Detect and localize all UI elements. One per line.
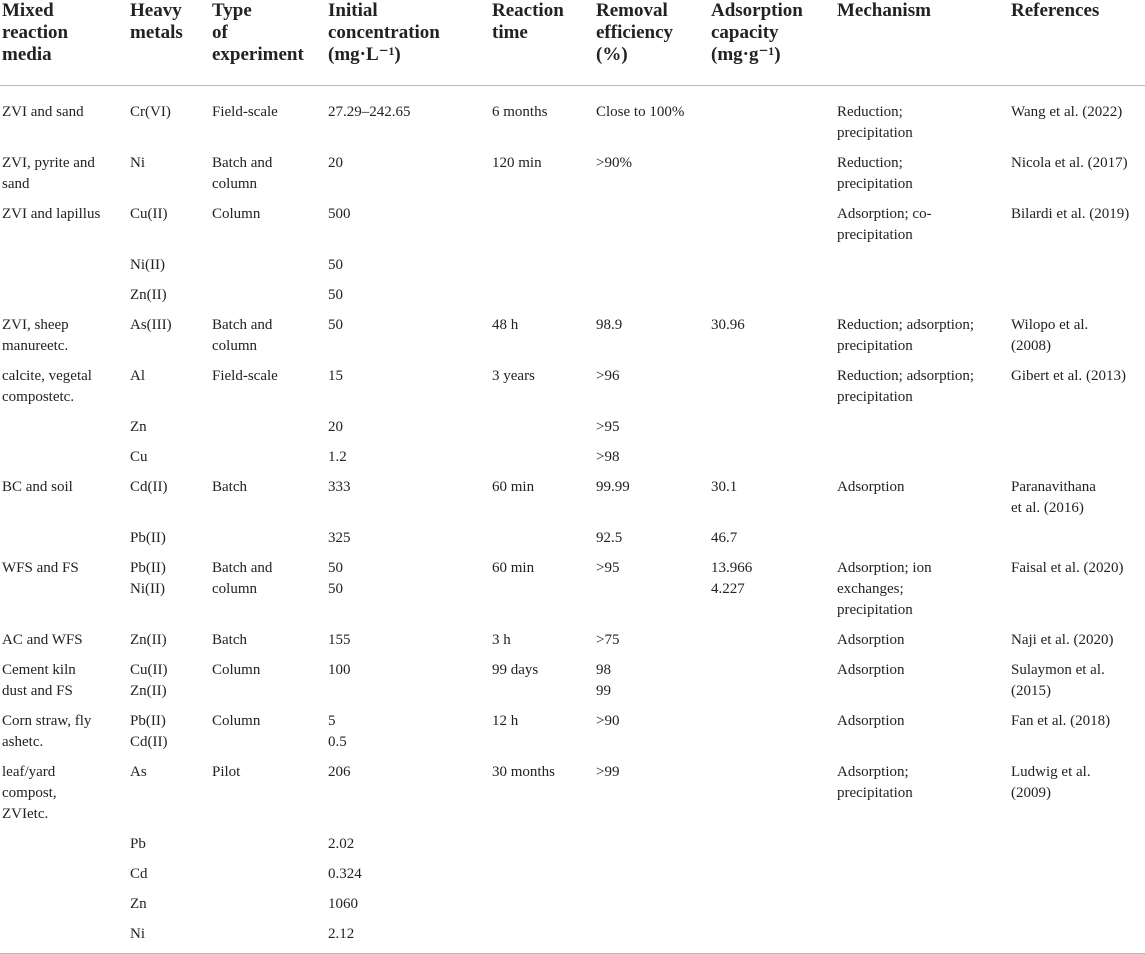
table-cell: ZVI and lapillus — [2, 206, 101, 222]
table-cell: 30.96 — [711, 317, 745, 333]
table-cell: Fan et al. (2018) — [1011, 713, 1111, 729]
table-cell: >90% — [596, 155, 632, 171]
table-cell: leaf/yard compost, ZVIetc. — [2, 764, 57, 822]
table-row — [0, 705, 1145, 756]
table-cell — [837, 858, 1011, 888]
table-cell — [711, 654, 837, 705]
table-cell: 6 months — [492, 104, 548, 120]
table-cell — [837, 441, 1011, 471]
table-cell: Adsorption; precipitation — [837, 764, 913, 801]
table-cell: Adsorption; co- precipitation — [837, 206, 932, 243]
table-row — [0, 522, 1145, 552]
table-cell: WFS and FS — [2, 560, 79, 576]
table-cell — [711, 86, 837, 148]
table-cell — [1011, 888, 1145, 918]
table-cell: >90 — [596, 713, 620, 729]
table-cell: Paranavithana et al. (2016) — [1011, 479, 1096, 516]
table-cell: Cr(VI) — [130, 104, 171, 120]
table-cell: Adsorption; ion exchanges; precipitation — [837, 560, 932, 618]
table-cell — [492, 198, 596, 249]
table-row — [0, 279, 1145, 309]
table-cell: 500 — [328, 206, 351, 222]
table-cell — [1011, 858, 1145, 888]
table-cell — [1011, 828, 1145, 858]
table-cell: 100 — [328, 662, 351, 678]
table-cell: Pb — [130, 836, 146, 852]
table-cell — [711, 360, 837, 411]
table-cell — [1011, 522, 1145, 552]
table-cell — [596, 198, 711, 249]
table-cell — [596, 858, 711, 888]
table-cell — [837, 249, 1011, 279]
table-row — [0, 654, 1145, 705]
table-cell: Field-scale — [212, 104, 278, 120]
table-cell — [711, 411, 837, 441]
table-cell: Bilardi et al. (2019) — [1011, 206, 1130, 222]
table-cell: AC and WFS — [2, 632, 83, 648]
table-cell: Corn straw, fly ashetc. — [2, 713, 92, 750]
table-cell — [837, 888, 1011, 918]
table-cell: Ni — [130, 926, 145, 942]
column-header: References — [1011, 0, 1100, 21]
table-cell: 20 — [328, 419, 343, 435]
table-cell — [492, 828, 596, 858]
table-cell — [711, 918, 837, 954]
column-header: Initial concentration (mg·L⁻¹) — [328, 0, 440, 65]
table-cell — [212, 858, 328, 888]
table-cell: 98.9 — [596, 317, 623, 333]
table-cell — [711, 147, 837, 198]
column-header: Mechanism — [837, 0, 931, 21]
table-cell: 2.02 — [328, 836, 355, 852]
table-cell: Sulaymon et al. (2015) — [1011, 662, 1105, 699]
table-row — [0, 411, 1145, 441]
table-cell: 48 h — [492, 317, 519, 333]
table-cell: Field-scale — [212, 368, 278, 384]
table-row — [0, 198, 1145, 249]
table-cell — [1011, 411, 1145, 441]
table-cell — [837, 522, 1011, 552]
table-cell — [596, 918, 711, 954]
table-cell — [596, 279, 711, 309]
table-cell — [1011, 249, 1145, 279]
table-cell: 2.12 — [328, 926, 355, 942]
table-cell: Al — [130, 368, 145, 384]
table-row — [0, 147, 1145, 198]
table-cell — [212, 441, 328, 471]
table-cell: ZVI, sheep manureetc. — [2, 317, 69, 354]
table-cell: 120 min — [492, 155, 542, 171]
table-cell: Reduction; adsorption; precipitation — [837, 317, 975, 354]
table-cell — [837, 411, 1011, 441]
table-row — [0, 858, 1145, 888]
table-cell — [0, 411, 130, 441]
table-cell — [596, 888, 711, 918]
table-cell: ZVI, pyrite and sand — [2, 155, 95, 192]
table-cell — [492, 279, 596, 309]
table-row — [0, 441, 1145, 471]
header-row — [0, 0, 1145, 86]
table-cell — [596, 249, 711, 279]
table-cell: 60 min — [492, 560, 535, 576]
table-cell — [837, 828, 1011, 858]
table-cell: Column — [212, 206, 261, 222]
table-cell: BC and soil — [2, 479, 73, 495]
table-cell — [0, 888, 130, 918]
table-cell: 46.7 — [711, 530, 738, 546]
table-row — [0, 888, 1145, 918]
table-cell — [212, 828, 328, 858]
table-cell: 155 — [328, 632, 351, 648]
table-cell — [711, 624, 837, 654]
table-cell: 3 h — [492, 632, 511, 648]
table-cell: Cu — [130, 449, 148, 465]
table-cell: Adsorption — [837, 479, 905, 495]
table-body — [0, 86, 1145, 954]
table-cell: ZVI and sand — [2, 104, 84, 120]
table-cell: Pb(II) — [130, 530, 166, 546]
table-cell: Adsorption — [837, 713, 905, 729]
table-cell: Ludwig et al. (2009) — [1011, 764, 1091, 801]
table-cell — [492, 441, 596, 471]
table-cell: Batch — [212, 632, 247, 648]
table-cell: Faisal et al. (2020) — [1011, 560, 1124, 576]
table-cell — [0, 249, 130, 279]
table-cell: Zn(II) — [130, 632, 167, 648]
table-cell — [212, 888, 328, 918]
table-cell: Reduction; precipitation — [837, 104, 913, 141]
table-cell: 50 50 — [328, 560, 343, 597]
table-cell — [492, 888, 596, 918]
table-row — [0, 471, 1145, 522]
table-cell — [0, 918, 130, 954]
table-cell: Column — [212, 713, 261, 729]
column-header: Adsorption capacity (mg·g⁻¹) — [711, 0, 803, 65]
table-cell: >96 — [596, 368, 620, 384]
table-cell — [212, 411, 328, 441]
column-header: Heavy metals — [130, 0, 183, 43]
table-cell — [492, 858, 596, 888]
table-cell: Pilot — [212, 764, 241, 780]
table-cell: Zn(II) — [130, 287, 167, 303]
table-cell — [0, 828, 130, 858]
table-cell: 325 — [328, 530, 351, 546]
table-cell: 1.2 — [328, 449, 347, 465]
table-cell: 30.1 — [711, 479, 738, 495]
table-cell: Cement kiln dust and FS — [2, 662, 76, 699]
table-cell: 333 — [328, 479, 351, 495]
table-cell: 92.5 — [596, 530, 623, 546]
table-cell: 98 99 — [596, 662, 611, 699]
column-header: Mixed reaction media — [2, 0, 69, 65]
table-cell: Wilopo et al. (2008) — [1011, 317, 1089, 354]
table-cell — [212, 279, 328, 309]
table-cell: Ni(II) — [130, 257, 165, 273]
table-cell — [492, 411, 596, 441]
table-cell: >99 — [596, 764, 620, 780]
table-cell — [711, 705, 837, 756]
table-cell: Zn — [130, 419, 147, 435]
table-cell: 0.324 — [328, 866, 362, 882]
table-cell: >95 — [596, 560, 620, 576]
table-cell — [711, 279, 837, 309]
table-cell: 99 days — [492, 662, 539, 678]
table-cell: Batch and column — [212, 317, 273, 354]
table-cell: Naji et al. (2020) — [1011, 632, 1114, 648]
table-cell: 60 min — [492, 479, 535, 495]
table-cell — [837, 918, 1011, 954]
table-cell — [711, 888, 837, 918]
table-cell: 3 years — [492, 368, 535, 384]
table-cell: As(III) — [130, 317, 172, 333]
table-cell — [711, 198, 837, 249]
table-row — [0, 360, 1145, 411]
table-cell — [492, 249, 596, 279]
table-cell: Batch — [212, 479, 247, 495]
table-row — [0, 918, 1145, 954]
table-cell: 20 — [328, 155, 343, 171]
table-cell: Adsorption — [837, 662, 905, 678]
table-cell — [711, 441, 837, 471]
table-cell — [711, 756, 837, 828]
table-cell: Ni — [130, 155, 145, 171]
table-row — [0, 624, 1145, 654]
table-cell — [1011, 279, 1145, 309]
column-header: Removal efficiency (%) — [596, 0, 674, 65]
table-row — [0, 756, 1145, 828]
table-cell: As — [130, 764, 147, 780]
table-cell: Column — [212, 662, 261, 678]
table-cell — [1011, 918, 1145, 954]
table-cell: Wang et al. (2022) — [1011, 104, 1123, 120]
table-cell: 1060 — [328, 896, 358, 912]
table-cell: Close to 100% — [596, 104, 685, 120]
table-cell — [0, 858, 130, 888]
table-cell: Cu(II) — [130, 206, 168, 222]
table-cell — [596, 828, 711, 858]
table-cell: Batch and column — [212, 560, 273, 597]
table-cell: >98 — [596, 449, 620, 465]
table-row — [0, 249, 1145, 279]
table-cell: 99.99 — [596, 479, 630, 495]
table-cell: >95 — [596, 419, 620, 435]
table-cell: Cd(II) — [130, 479, 168, 495]
table-cell: 206 — [328, 764, 351, 780]
table-cell — [212, 522, 328, 552]
table-cell — [0, 279, 130, 309]
table-cell: Cd — [130, 866, 148, 882]
table-header — [0, 0, 1145, 86]
table-cell: 12 h — [492, 713, 519, 729]
table-cell: 50 — [328, 317, 343, 333]
table-cell — [492, 522, 596, 552]
table-row — [0, 86, 1145, 148]
table-cell — [0, 522, 130, 552]
table-cell — [837, 279, 1011, 309]
table-cell: calcite, vegetal compostetc. — [2, 368, 92, 405]
table-cell: 50 — [328, 287, 343, 303]
table-cell: 30 months — [492, 764, 555, 780]
table-cell — [1011, 441, 1145, 471]
table-cell: Reduction; precipitation — [837, 155, 913, 192]
table-cell: Cu(II) Zn(II) — [130, 662, 168, 699]
table-cell — [0, 441, 130, 471]
table-row — [0, 552, 1145, 624]
table-cell: 15 — [328, 368, 343, 384]
table-cell — [492, 918, 596, 954]
table-cell — [711, 858, 837, 888]
table-cell — [711, 828, 837, 858]
table-cell: Adsorption — [837, 632, 905, 648]
table-cell: Pb(II) Cd(II) — [130, 713, 168, 750]
table-cell: Reduction; adsorption; precipitation — [837, 368, 975, 405]
column-header: Type of experiment — [212, 0, 304, 65]
table-cell — [212, 249, 328, 279]
table-cell — [212, 918, 328, 954]
table-cell — [711, 249, 837, 279]
table-cell: Batch and column — [212, 155, 273, 192]
column-header: Reaction time — [492, 0, 564, 43]
table-row — [0, 828, 1145, 858]
table-cell: 5 0.5 — [328, 713, 347, 750]
table-cell: 50 — [328, 257, 343, 273]
table-cell: Nicola et al. (2017) — [1011, 155, 1128, 171]
table-cell: Gibert et al. (2013) — [1011, 368, 1126, 384]
table-row — [0, 309, 1145, 360]
table-cell: 27.29–242.65 — [328, 104, 411, 120]
table-cell: Pb(II) Ni(II) — [130, 560, 166, 597]
table-cell: >75 — [596, 632, 620, 648]
table-cell: 13.966 4.227 — [711, 560, 753, 597]
table-cell: Zn — [130, 896, 147, 912]
